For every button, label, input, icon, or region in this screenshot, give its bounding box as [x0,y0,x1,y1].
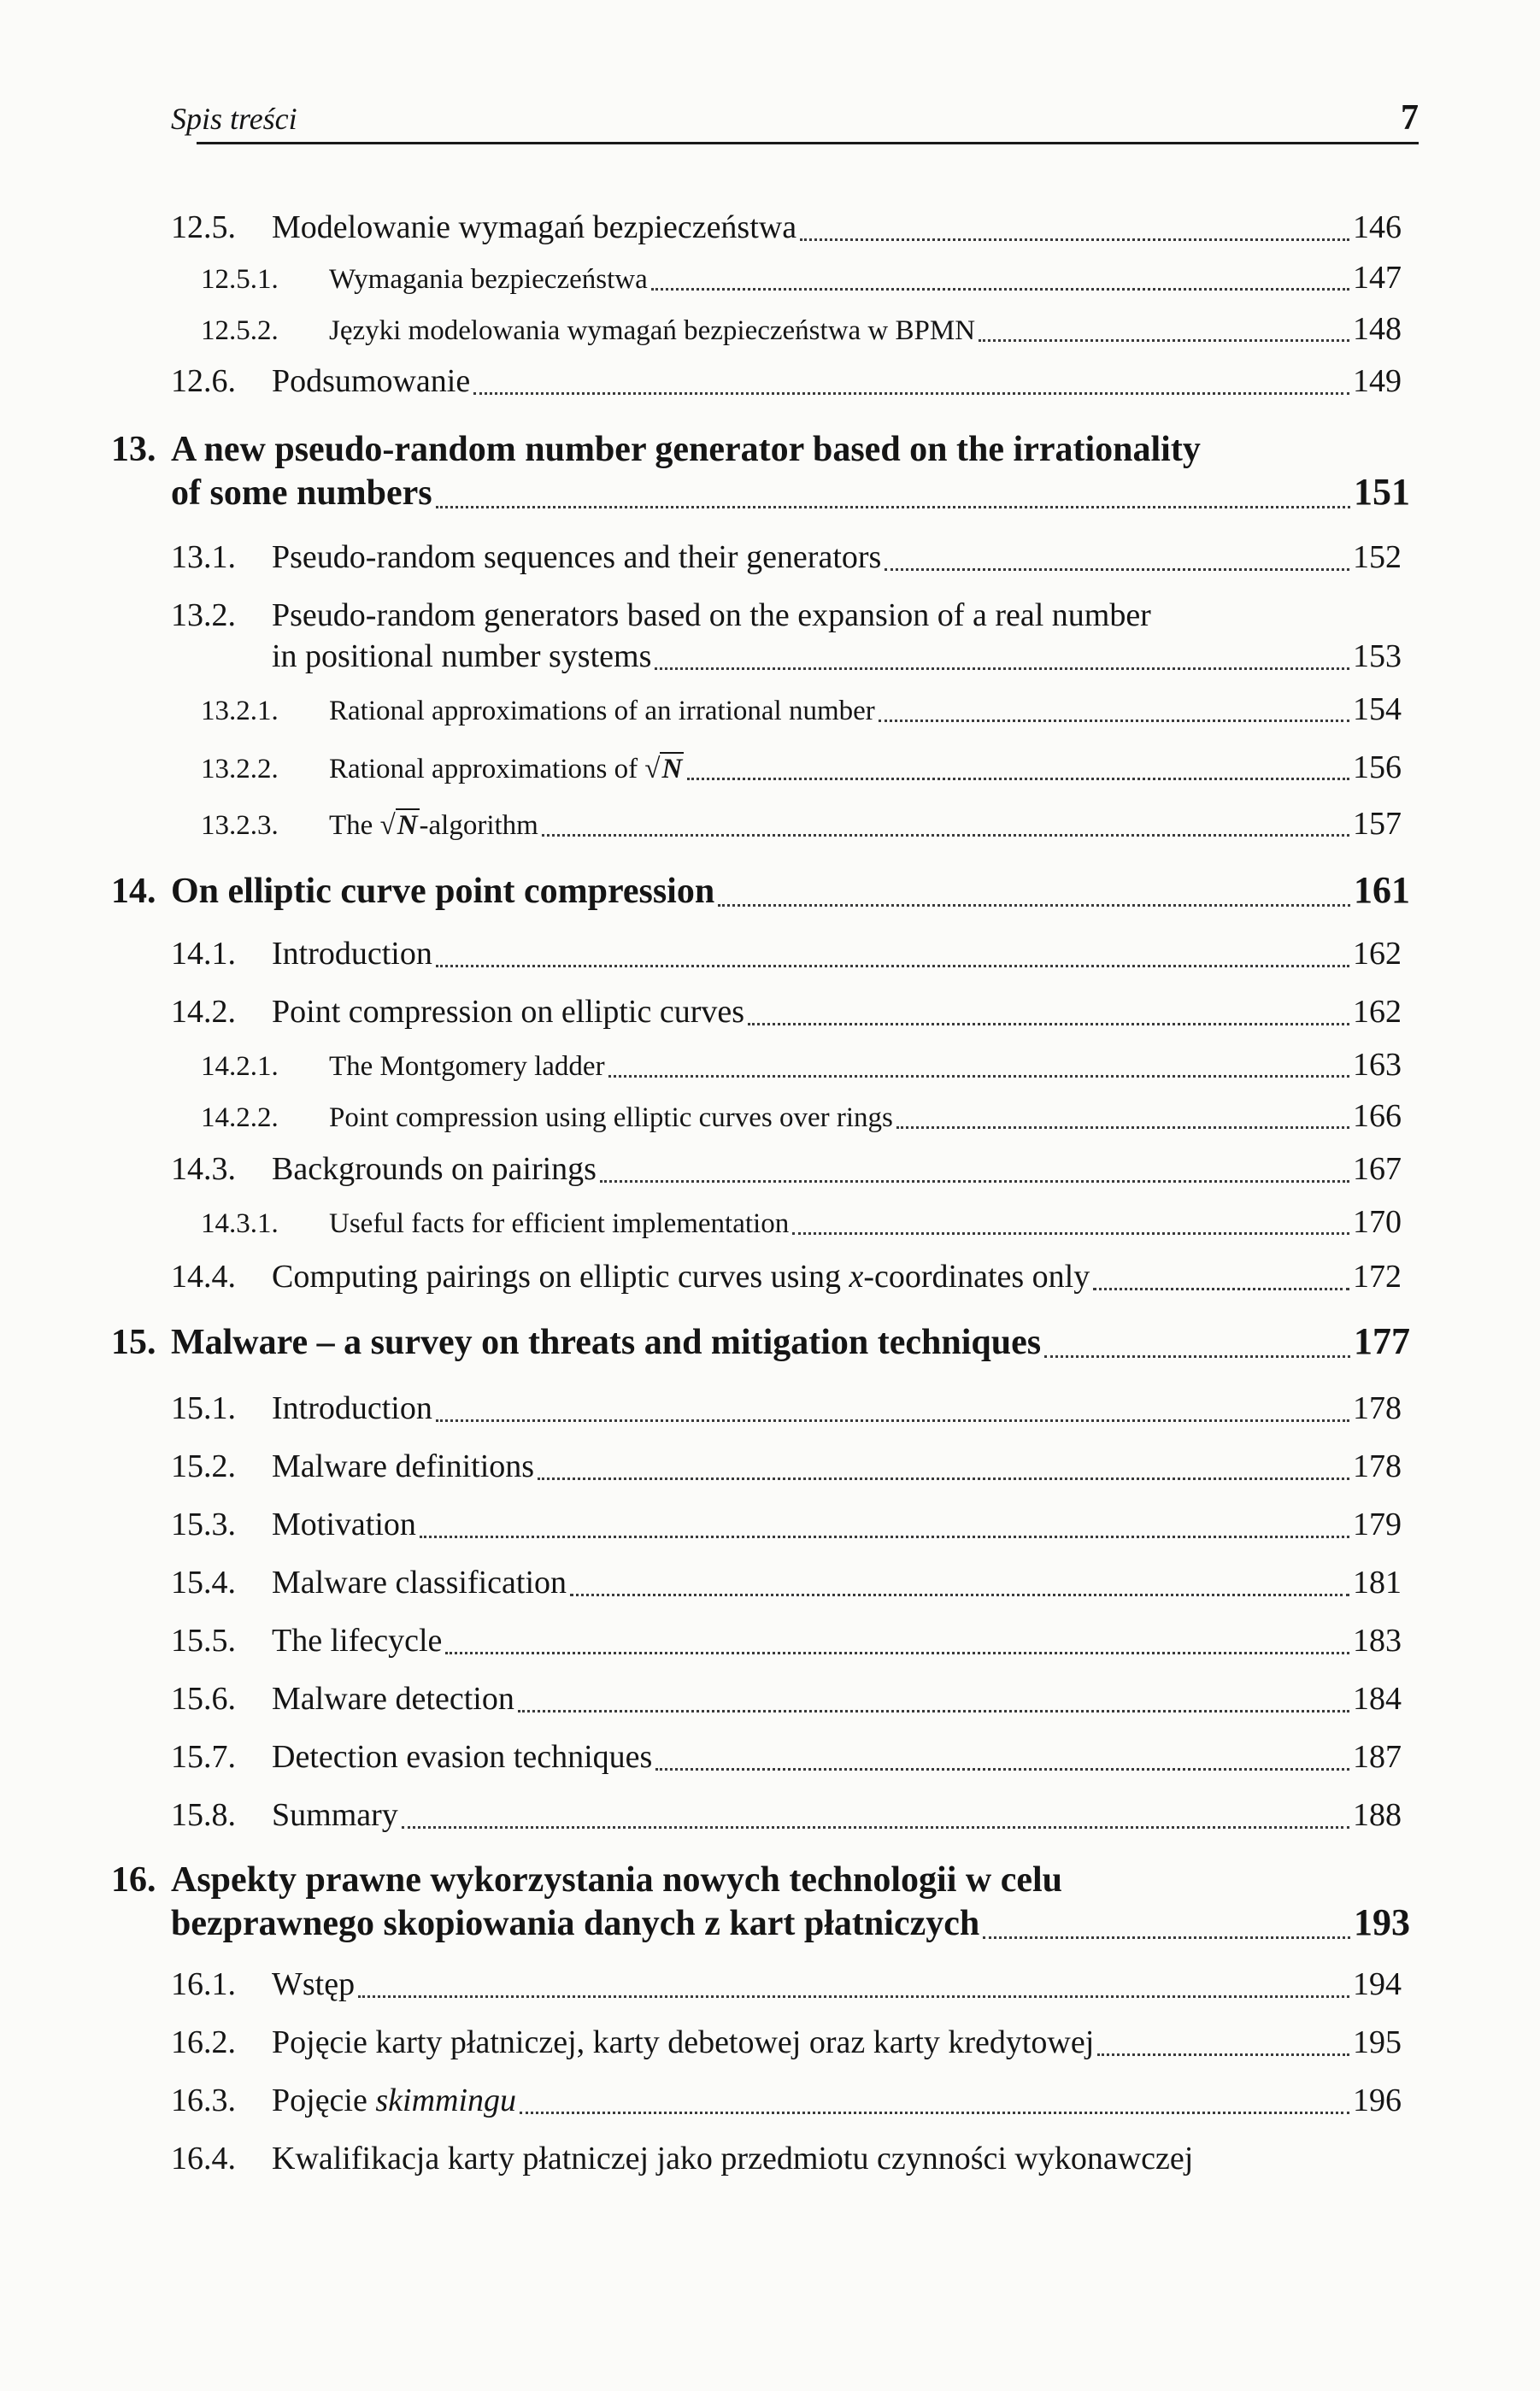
toc-title-italic: skimmingu [375,2083,517,2118]
toc-number: 12.6. [171,363,236,399]
toc-number: 14.2.2. [201,1102,279,1133]
toc-title: The Montgomery ladder [329,1051,605,1082]
toc-page: 167 [1353,1151,1402,1187]
toc-entry-14-3-1[interactable] [201,1203,1402,1241]
leader-dots [1044,1355,1350,1358]
toc-title: Rational approximations of an irrational number [329,696,875,726]
toc-entry-13-1[interactable] [171,538,1402,576]
toc-number: 14.1. [171,936,236,972]
toc-entry-13-2-2[interactable] [201,749,1402,786]
leader-dots [538,1477,1349,1480]
toc-entry-16-2[interactable] [171,2024,1402,2061]
toc-number: 15.8. [171,1797,236,1833]
toc-number: 15.3. [171,1507,236,1542]
toc-number: 15. [111,1323,156,1362]
toc-number: 15.2. [171,1448,236,1484]
leader-dots [655,1768,1349,1771]
toc-title: Point compression on elliptic curves [272,994,745,1030]
toc-entry-13-2-1[interactable] [201,690,1402,728]
toc-number: 12.5.1. [201,264,279,295]
toc-entry-15-8[interactable] [171,1796,1402,1834]
toc-entry-14-2-1[interactable] [201,1046,1402,1084]
toc-title: Modelowanie wymagań bezpieczeństwa [272,209,797,245]
leader-dots [402,1826,1349,1829]
toc-chapter-13[interactable] [111,429,1410,514]
leader-dots [1097,2053,1349,2056]
sqrt-radicand: N [397,810,418,841]
toc-title: Wymagania bezpieczeństwa [329,264,648,295]
toc-title: Języki modelowania wymagań bezpieczeństwa w BPMN [329,315,976,346]
toc-number: 13.2.1. [201,696,279,726]
toc-entry-15-2[interactable] [171,1448,1402,1485]
leader-dots [436,1419,1349,1422]
toc-page: 188 [1353,1797,1402,1833]
toc-page: 161 [1354,869,1410,911]
toc-page: 172 [1353,1259,1402,1295]
toc-page: 162 [1353,994,1402,1030]
toc-page: 194 [1353,1966,1402,2002]
leader-dots [687,778,1349,780]
toc-title: Computing pairings on elliptic curves using [272,1259,849,1295]
toc-page: 178 [1353,1390,1402,1426]
leader-dots [436,965,1349,967]
toc-page: 154 [1353,691,1402,727]
toc-page: 149 [1353,363,1402,399]
toc-page: 179 [1353,1507,1402,1542]
toc-page: 153 [1353,638,1402,674]
leader-dots [800,238,1349,241]
toc-number: 12.5.2. [201,315,279,346]
toc-title-suffix: -coordinates only [863,1259,1090,1295]
toc-page: 146 [1353,209,1402,245]
toc-page: 163 [1353,1047,1402,1083]
leader-dots [983,1936,1350,1939]
leader-dots [718,904,1350,907]
toc-title: Wstęp [272,1966,356,2002]
toc-number: 13. [111,430,156,469]
sqrt-symbol: √N [379,810,418,841]
toc-page: 147 [1353,260,1402,296]
leader-dots [655,667,1349,670]
leader-dots [748,1023,1349,1025]
toc-number: 15.6. [171,1681,236,1717]
toc-number: 14.3.1. [201,1208,279,1239]
toc-title: Introduction [272,936,432,972]
toc-page: 193 [1354,1901,1410,1943]
toc-number: 16. [111,1860,156,1900]
toc-title: Motivation [272,1507,416,1542]
toc-number: 13.2.3. [201,810,279,841]
leader-dots [885,568,1349,571]
toc-number: 13.2. [171,597,236,633]
leader-dots [1093,1288,1349,1290]
toc-title: On elliptic curve point compression [171,872,715,911]
header-rule [197,142,1419,144]
toc-entry-12-6[interactable] [171,362,1402,400]
toc-title-line1: A new pseudo-random number generator based on the irrationality [171,430,1201,469]
toc-title: Podsumowanie [272,363,471,399]
toc-title-line1: Aspekty prawne wykorzystania nowych technologii w celu [171,1860,1063,1900]
toc-entry-13-2-3[interactable] [201,805,1402,843]
toc-page: 170 [1353,1204,1402,1240]
toc-title: The lifecycle [272,1623,443,1659]
toc-page: 156 [1353,749,1402,785]
leader-dots [420,1536,1349,1538]
toc-title: Point compression using elliptic curves over rings [329,1102,893,1133]
toc-page: 177 [1354,1320,1410,1362]
sqrt-radicand: N [661,754,683,784]
toc-entry-14-3[interactable] [171,1150,1402,1188]
leader-dots [473,392,1349,395]
toc-title: Backgrounds on pairings [272,1151,597,1187]
toc-chapter-14[interactable] [111,868,1410,912]
toc-page: 162 [1353,936,1402,972]
toc-entry-14-2-2[interactable] [201,1097,1402,1135]
toc-title-line2: in positional number systems [272,638,652,674]
toc-number: 16.4. [171,2141,236,2177]
leader-dots [879,720,1349,722]
toc-title: Summary [272,1797,398,1833]
toc-number: 16.3. [171,2083,236,2118]
toc-number: 14.3. [171,1151,236,1187]
toc-page: 187 [1353,1739,1402,1775]
toc-title-line2: bezprawnego skopiowania danych z kart płatniczych [171,1904,980,1943]
leader-dots [651,288,1349,291]
toc-number: 13.2.2. [201,754,279,784]
leader-dots [445,1652,1349,1654]
toc-page: 157 [1353,806,1402,842]
toc-title-italic: x [849,1259,864,1295]
leader-dots [600,1180,1349,1183]
leader-dots [542,834,1349,837]
toc-title: Pojęcie [272,2083,376,2118]
toc-entry-15-7[interactable] [171,1738,1402,1776]
toc-number: 13.1. [171,539,236,575]
toc-entry-12-5[interactable] [171,209,1402,246]
toc-entry-14-4[interactable] [171,1258,1402,1295]
leader-dots [518,1710,1349,1712]
toc-number: 14.2. [171,994,236,1030]
toc-entry-15-5[interactable] [171,1622,1402,1660]
leader-dots [436,506,1350,508]
toc-entry-13-2[interactable] [171,596,1402,675]
toc-entry-15-3[interactable] [171,1506,1402,1543]
page-header [171,92,1419,144]
toc-entry-14-1[interactable] [171,935,1402,972]
toc-number: 15.1. [171,1390,236,1426]
toc-title: Detection evasion techniques [272,1739,653,1775]
toc-entry-16-4[interactable] [171,2140,1402,2177]
toc-entry-15-1[interactable] [171,1389,1402,1427]
toc-page: 151 [1354,471,1410,513]
toc-number: 12.5. [171,209,236,245]
toc-number: 15.4. [171,1565,236,1601]
toc-entry-16-1[interactable] [171,1965,1402,2003]
toc-title-line1: Pseudo-random generators based on the expansion of a real number [272,597,1151,633]
leader-dots [520,2112,1349,2114]
toc-entry-16-3[interactable] [171,2082,1402,2119]
toc-title: Pojęcie karty płatniczej, karty debetowej oraz karty kredytowej [272,2024,1095,2060]
toc-page: 148 [1353,311,1402,347]
toc-title: Malware – a survey on threats and mitigation techniques [171,1323,1042,1362]
toc-title: The [329,810,373,841]
toc-entry-15-4[interactable] [171,1564,1402,1601]
toc-entry-12-5-1[interactable] [201,259,1402,297]
leader-dots [608,1075,1349,1078]
toc-entry-15-6[interactable] [171,1680,1402,1718]
page-number: 7 [1401,98,1419,138]
toc-page: 184 [1353,1681,1402,1717]
toc-number: 15.5. [171,1623,236,1659]
toc-entry-14-2[interactable] [171,993,1402,1031]
toc-title: Pseudo-random sequences and their generators [272,539,882,575]
toc-title: Kwalifikacja karty płatniczej jako przedmiotu czynności wykonawczej [272,2141,1194,2177]
toc-title: Introduction [272,1390,432,1426]
toc-chapter-15[interactable] [111,1319,1410,1363]
toc-chapter-16[interactable] [111,1859,1410,1944]
toc-number: 16.1. [171,1966,236,2002]
toc-title: Malware detection [272,1681,514,1717]
leader-dots [979,339,1349,342]
toc-page: 166 [1353,1098,1402,1134]
toc-page: 152 [1353,539,1402,575]
toc-entry-12-5-2[interactable] [201,310,1402,348]
toc-title: Malware classification [272,1565,567,1601]
toc-page: 178 [1353,1448,1402,1484]
toc-title-suffix: -algorithm [419,810,538,841]
toc-number: 14. [111,872,156,911]
leader-dots [896,1126,1349,1129]
toc-page: 195 [1353,2024,1402,2060]
leader-dots [358,1995,1349,1998]
toc-title: Useful facts for efficient implementation [329,1208,790,1239]
toc-number: 14.4. [171,1259,236,1295]
toc-number: 16.2. [171,2024,236,2060]
running-head: Spis treści [171,102,297,136]
toc-title-line2: of some numbers [171,473,432,513]
sqrt-symbol: √N [644,754,683,784]
leader-dots [570,1594,1349,1596]
leader-dots [792,1232,1349,1235]
toc-page: 181 [1353,1565,1402,1601]
toc-page: 183 [1353,1623,1402,1659]
toc-number: 15.7. [171,1739,236,1775]
toc-title: Rational approximations of [329,754,638,784]
toc-number: 14.2.1. [201,1051,279,1082]
toc-page: 196 [1353,2083,1402,2118]
toc-title: Malware definitions [272,1448,535,1484]
